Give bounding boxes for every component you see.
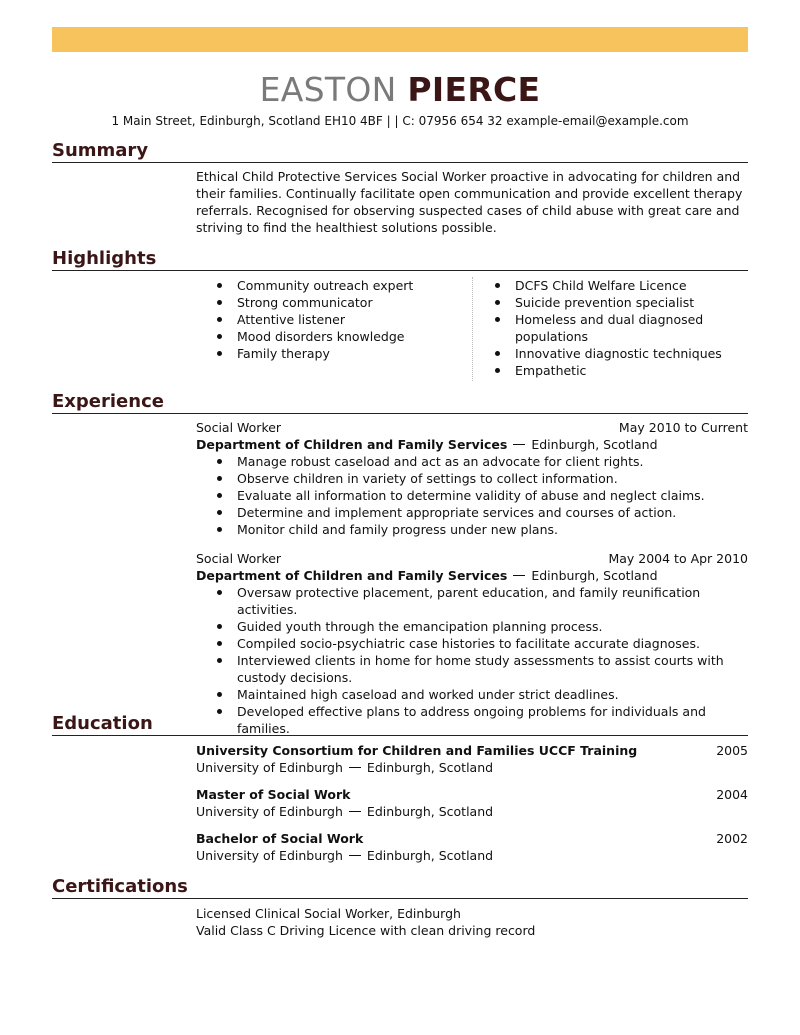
last-name: PIERCE — [407, 70, 541, 109]
summary-rule — [52, 162, 748, 163]
contact-line: 1 Main Street, Edinburgh, Scotland EH10 4BF | | C: 07956 654 32 example-email@example.com — [111, 114, 689, 128]
education-header — [196, 830, 748, 847]
list-item: Strong communicator — [196, 294, 472, 311]
degree-title: Bachelor of Social Work — [196, 831, 364, 846]
education-rule — [52, 735, 748, 736]
list-item: Manage robust caseload and act as an advocate for client rights. — [196, 453, 748, 470]
dash-separator — [349, 855, 361, 856]
list-item: Family therapy — [196, 345, 472, 362]
job-employer-line — [196, 567, 748, 584]
list-item: DCFS Child Welfare Licence — [474, 277, 750, 294]
list-item: Guided youth through the emancipation planning process. — [196, 618, 748, 635]
job-location: Edinburgh, Scotland — [531, 568, 658, 583]
first-name: EASTON — [259, 70, 397, 109]
highlights-left-list — [196, 277, 472, 362]
list-item: Attentive listener — [196, 311, 472, 328]
candidate-name — [0, 70, 800, 110]
education-body — [196, 742, 748, 864]
education-header — [196, 742, 748, 759]
degree-year: 2004 — [716, 787, 748, 802]
certifications-rule — [52, 898, 748, 899]
list-item: Suicide prevention specialist — [474, 294, 750, 311]
list-item: Community outreach expert — [196, 277, 472, 294]
education-entry — [196, 742, 748, 776]
list-item: Monitor child and family progress under new plans. — [196, 521, 748, 538]
job-employer: Department of Children and Family Services — [196, 568, 508, 583]
highlights-heading: Highlights — [52, 248, 157, 269]
dash-separator — [349, 811, 361, 812]
job-title: Social Worker — [196, 420, 282, 435]
highlights-rule — [52, 270, 748, 271]
certification-item: Valid Class C Driving Licence with clean driving record — [196, 923, 536, 938]
education-heading: Education — [52, 713, 153, 734]
job-bullets — [196, 584, 748, 737]
summary-text: Ethical Child Protective Services Social Worker proactive in advocating for children and their families. Continually facilitate open communication and provide excellent therapy referrals. Recognised for observing suspected cases of child abuse with great care and striving to find the healthiest solutions possible. — [196, 169, 743, 235]
education-entry — [196, 786, 748, 820]
job-bullets — [196, 453, 748, 538]
certifications-heading: Certifications — [52, 876, 188, 897]
list-item: Innovative diagnostic techniques — [474, 345, 750, 362]
experience-rule — [52, 413, 748, 414]
school-line — [196, 759, 748, 776]
job-employer-line — [196, 436, 748, 453]
school-location: Edinburgh, Scotland — [366, 760, 494, 775]
list-item: Homeless and dual diagnosed populations — [474, 311, 750, 345]
degree-year: 2005 — [716, 743, 748, 758]
school-location: Edinburgh, Scotland — [366, 804, 494, 819]
degree-title: Master of Social Work — [196, 787, 351, 802]
list-item: Observe children in variety of settings to collect information. — [196, 470, 748, 487]
accent-bar — [52, 27, 748, 52]
job-dates: May 2004 to Apr 2010 — [608, 551, 748, 566]
certification-item: Licensed Clinical Social Worker, Edinburgh — [196, 906, 461, 921]
job-dates: May 2010 to Current — [618, 420, 748, 435]
list-item: Empathetic — [474, 362, 750, 379]
school-name: University of Edinburgh — [196, 760, 343, 775]
school-line — [196, 847, 748, 864]
certifications-body — [196, 905, 748, 939]
experience-heading: Experience — [52, 391, 164, 412]
school-name: University of Edinburgh — [196, 848, 343, 863]
education-entry — [196, 830, 748, 864]
highlights-right-list — [474, 277, 750, 379]
summary-body — [196, 168, 748, 236]
education-header — [196, 786, 748, 803]
highlights-body — [196, 277, 748, 385]
list-item: Oversaw protective placement, parent education, and family reunification activities. — [196, 584, 748, 618]
summary-heading: Summary — [52, 140, 149, 161]
job-entry — [196, 419, 748, 538]
job-header — [196, 550, 748, 567]
list-item: Evaluate all information to determine validity of abuse and neglect claims. — [196, 487, 748, 504]
list-item: Mood disorders knowledge — [196, 328, 472, 345]
school-location: Edinburgh, Scotland — [366, 848, 494, 863]
experience-body — [196, 419, 748, 737]
job-employer: Department of Children and Family Services — [196, 437, 508, 452]
school-line — [196, 803, 748, 820]
degree-year: 2002 — [716, 831, 748, 846]
list-item: Maintained high caseload and worked under strict deadlines. — [196, 686, 748, 703]
job-location: Edinburgh, Scotland — [531, 437, 658, 452]
list-item: Compiled socio-psychiatric case histories to facilitate accurate diagnoses. — [196, 635, 748, 652]
list-item: Interviewed clients in home for home study assessments to assist courts with custody decisions. — [196, 652, 748, 686]
list-item: Developed effective plans to address ongoing problems for individuals and families. — [196, 703, 748, 737]
dash-separator — [513, 444, 525, 445]
degree-title: University Consortium for Children and Families UCCF Training — [196, 743, 638, 758]
job-title: Social Worker — [196, 551, 282, 566]
job-header — [196, 419, 748, 436]
highlights-divider — [472, 277, 473, 381]
dash-separator — [349, 767, 361, 768]
dash-separator — [513, 575, 525, 576]
job-entry — [196, 550, 748, 737]
school-name: University of Edinburgh — [196, 804, 343, 819]
list-item: Determine and implement appropriate services and courses of action. — [196, 504, 748, 521]
